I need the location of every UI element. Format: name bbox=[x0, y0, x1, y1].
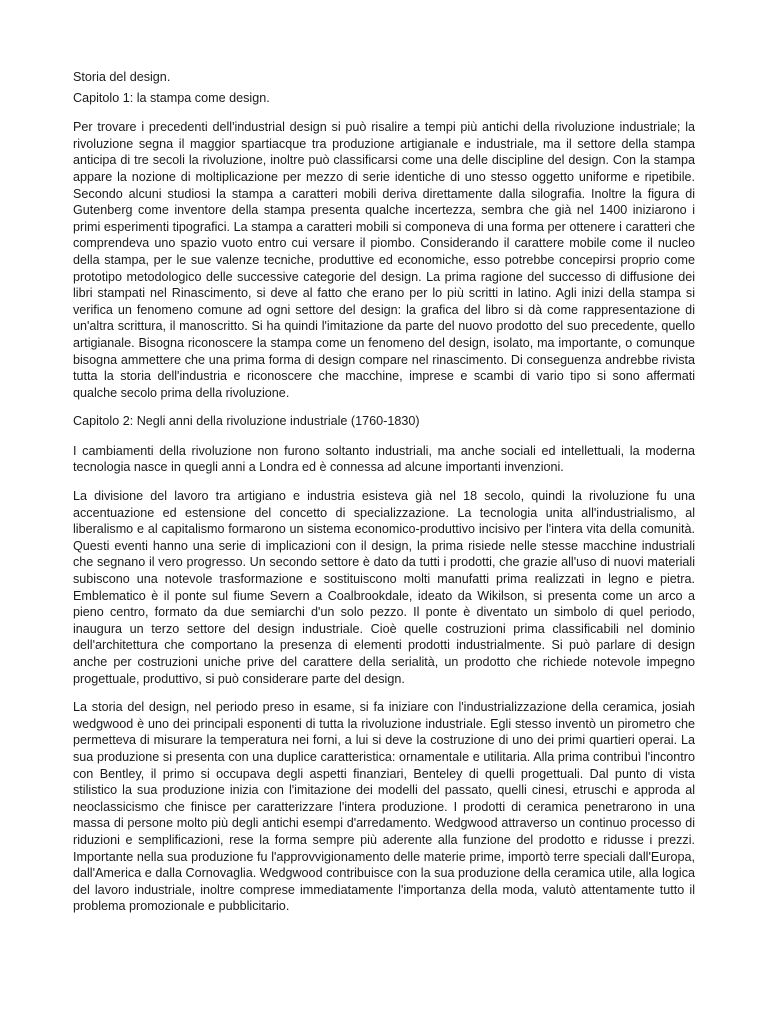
chapter-1-paragraph: Per trovare i precedenti dell'industrial design si può risalire a tempi più antichi della rivoluzione industriale; la rivoluzione segna il maggior spartiacque tra produzione artigianale e industriale, ma il settore della stampa anticipa di tre secoli la rivoluzione, inoltre può classificarsi come una delle discipline del design. Con la stampa appare la nozione di moltiplicazione per mezzo di serie identiche di uno stesso oggetto uniforme e ripetibile. Secondo alcuni studiosi la stampa a caratteri mobili deriva direttamente dalla silografia. Inoltre la figura di Gutenberg come inventore della stampa presenta qualche incertezza, sembra che già nel 1400 iniziarono i primi esperimenti tipografici. La stampa a caratteri mobili si componeva di una forma per ottenere i caratteri che comprendeva uno spazio vuoto entro cui versare il piombo. Considerando il carattere mobile come il nucleo della stampa, per le sue valenze tecniche, produttive ed economiche, esso potrebbe concepirsi proprio come prototipo metodologico delle successive categorie del design. La prima ragione del successo di diffusione dei libri stampati nel Rinascimento, si deve al fatto che erano per lo più scritti in latino. Agli inizi della stampa si verifica un fenomeno comune ad ogni settore del design: la grafica del libro si dà come rappresentazione di un'altra scrittura, il manoscritto. Si ha quindi l'imitazione da parte del nuovo prodotto del suo precedente, quello artigianale. Bisogna riconoscere la stampa come un fenomeno del design, isolato, ma importante, o comunque bisogna ammettere che una prima forma di design compare nel rinascimento. Di conseguenza andrebbe rivista tutta la storia dell'industria e riconoscere che macchine, imprese e scambi di vario tipo si sono affermati qualche secolo prima della rivoluzione. bbox=[73, 120, 695, 400]
chapter-2-paragraph-1: I cambiamenti della rivoluzione non furono soltanto industriali, ma anche sociali ed intellettuali, la moderna tecnologia nasce in quegli anni a Londra ed è connessa ad alcune importanti invenzioni. bbox=[73, 443, 695, 475]
document-page bbox=[73, 69, 695, 927]
chapter-1-heading: Capitolo 1: la stampa come design. bbox=[73, 90, 270, 105]
document-title: Storia del design. bbox=[73, 70, 171, 84]
chapter-2-heading: Capitolo 2: Negli anni della rivoluzione industriale (1760-1830) bbox=[73, 414, 420, 429]
chapter-2-paragraph-3: La storia del design, nel periodo preso in esame, si fa iniziare con l'industrializzazione della ceramica, josiah wedgwood è uno dei principali esponenti di tutta la rivoluzione industriale. Egli stesso inventò un pirometro che permetteva di misurare la temperatura nei forni, a lui si deve la costruzione di uno dei primi quartieri operai. La sua produzione si presenta con una duplice caratteristica: ornamentale e utilitaria. Alla prima contribuì l'incontro con Bentley, il primo si occupava degli aspetti finanziari, Benteley di quelli progettuali. Dal punto di vista stilistico la sua produzione inizia con l'imitazione dei modelli del passato, quelli cinesi, etruschi e approda al neoclassicismo che finisce per caratterizzare l'intera produzione. I prodotti di ceramica penetrarono in una massa di persone molto più degli antichi esempi d'arredamento. Wedgwood attraverso un continuo processo di riduzioni e semplificazioni, rese la forma sempre più aderente alla funzione del prodotto e ridusse i prezzi. Importante nella sua produzione fu l'approvvigionamento delle materie prime, importò terre speciali dall'Europa, dall'America e dalla Cornovaglia. Wedgwood contribuisce con la sua produzione della ceramica utile, alla logica del lavoro industriale, inoltre comprese immediatamente l'importanza della moda, valutò attentamente tutto il problema promozionale e pubblicitario. bbox=[73, 700, 695, 914]
chapter-2-paragraph-2: La divisione del lavoro tra artigiano e industria esisteva già nel 18 secolo, quindi la rivoluzione fu una accentuazione ed estensione del concetto di specializzazione. La tecnologia unita all'industrialismo, al liberalismo e al capitalismo formarono un sistema economico-produttivo incisivo per l'intera vita della comunità. Questi eventi hanno una serie di implicazioni con il design, la prima risiede nelle stesse macchine industriali che segnano il vero progresso. Un secondo settore è dato da tutti i prodotti, che grazie all'uso di nuovi materiali subiscono una notevole trasformazione e sostituiscono molti manufatti prima realizzati in legno e pietra. Emblematico è il ponte sul fiume Severn a Coalbrookdale, ideato da Wikilson, si presenta come un arco a pieno centro, formato da due semiarchi d'un solo pezzo. Il ponte è diventato un simbolo di quel periodo, inaugura un terzo settore del design industriale. Cioè quelle costruzioni prima classificabili nel dominio dell'architettura che comportano la presenza di elementi prodotti industrialmente. Si può parlare di design anche per costruzioni uniche prive del carattere della serialità, un prodotto che richiede notevole impegno progettuale, produttivo, si può considerare parte del design. bbox=[73, 489, 695, 686]
